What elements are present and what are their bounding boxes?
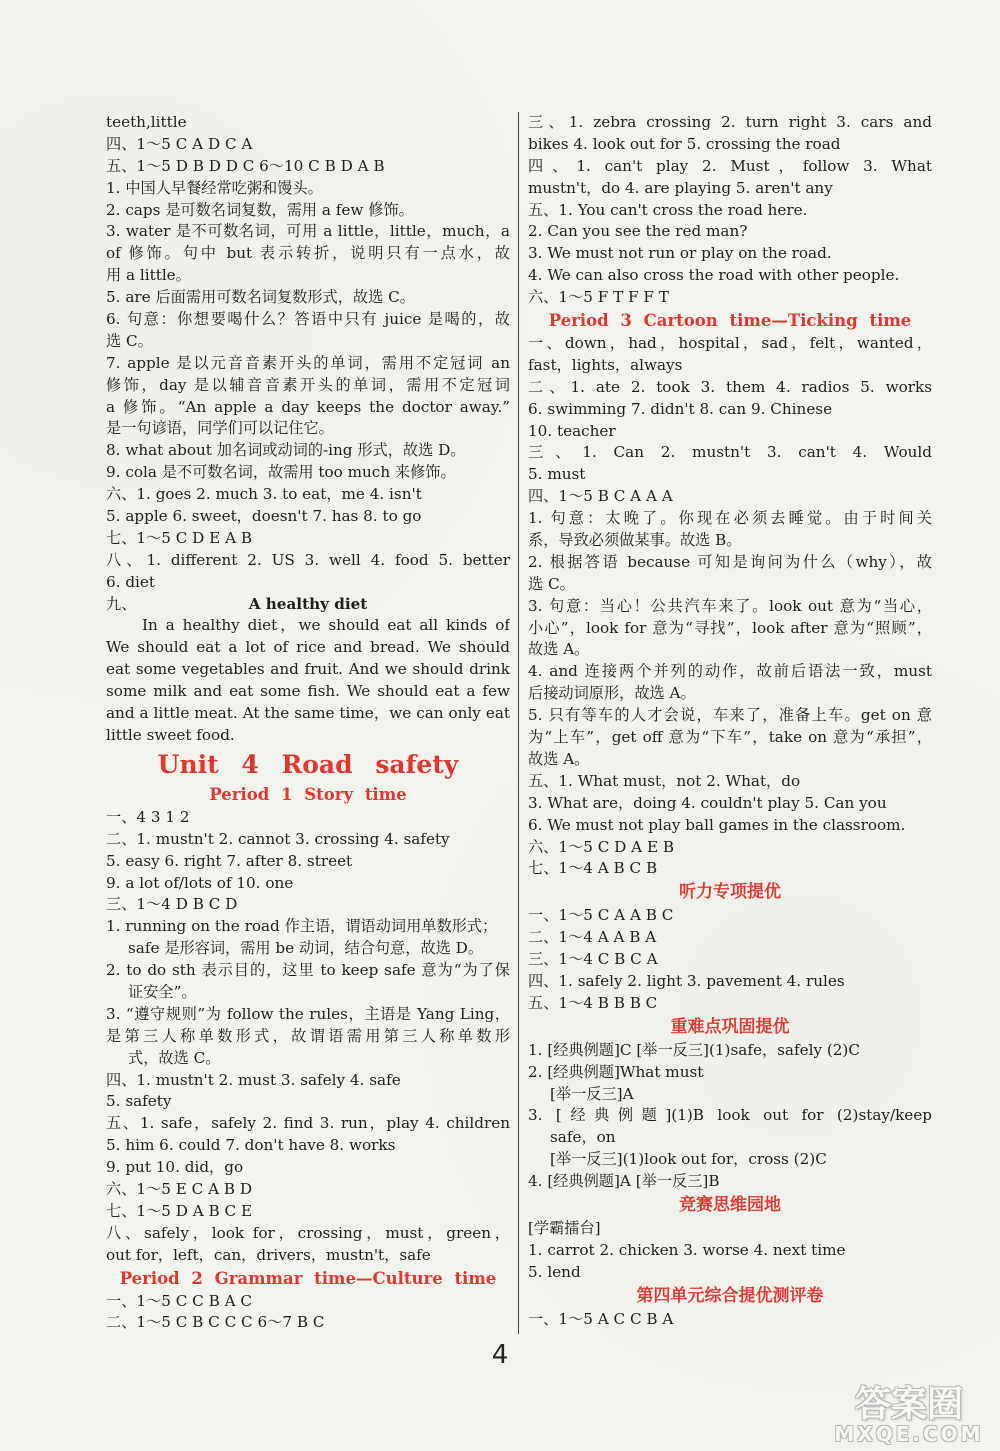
answer-line: 5. 只有等车的人才会说，车来了，准备上车。get on 意 <box>528 706 932 725</box>
answer-line: 7. apple 是以元音音素开头的单词，需用不定冠词 an <box>106 353 510 372</box>
answer-line: 三、1. zebra crossing 2. turn right 3. cars and <box>528 113 932 131</box>
answer-line: 5. must <box>528 465 586 484</box>
answer-line: 七、1～4 A B C B <box>528 859 658 878</box>
answer-line: 一、1～5 C A A B C <box>528 906 674 925</box>
watermark-logo <box>824 1378 994 1448</box>
answer-line: safe，on <box>550 1128 616 1147</box>
answer-line: 二、1～4 A A B A <box>528 928 657 947</box>
answer-line: 9. put 10. did，go <box>106 1158 244 1177</box>
answer-line: 6. diet <box>106 572 155 591</box>
answer-line: 2. 根据答语 because 可知是询问为什么（why），故 <box>528 552 932 571</box>
answer-line: 二、1. ate 2. took 3. them 4. radios 5. works <box>528 377 932 396</box>
answer-line: 5. him 6. could 7. don't have 8. works <box>106 1136 396 1155</box>
answer-line: 3. 句意：当心！公共汽车来了。look out 意为“当心， <box>528 596 932 615</box>
answer-line: 6. swimming 7. didn't 8. can 9. Chinese <box>528 399 833 418</box>
answer-line: 3. “遵守规则”为 follow the rules，主语是 Yang Ling， <box>106 1004 510 1023</box>
answer-line: 为“上车”，get off 意为“下车”，take on 意为“承担”， <box>528 728 932 747</box>
answer-line: 1. 中国人早餐经常吃粥和馒头。 <box>106 178 323 197</box>
question-nine-line: 九、 A healthy diet <box>106 594 510 616</box>
column-divider <box>518 112 519 1334</box>
section-heading: 竞赛思维园地 <box>679 1194 781 1215</box>
answer-line: 六、1～5 F T F F T <box>528 288 669 307</box>
answer-line: 修饰，day 是以辅音音素开头的单词，需用不定冠词 <box>106 375 510 394</box>
answer-line: 六、1. goes 2. much 3. to eat，me 4. isn't <box>106 485 422 504</box>
answer-line: 8. what about 加名词或动词的-ing 形式，故选 D。 <box>106 441 466 460</box>
answer-line: 三、1～4 C B C A <box>528 950 658 969</box>
answer-line: 5. safety <box>106 1092 172 1111</box>
answer-line: 2. [经典例题]What must <box>528 1062 704 1081</box>
answer-line: 是第三人称单数形式，故谓语需用第三人称单数形 <box>106 1026 510 1045</box>
answer-line: 6. We must not play ball games in the classroom. <box>528 815 906 834</box>
answer-line: 六、1～5 E C A B D <box>106 1179 253 1198</box>
answer-line: safe 是形容词，需用 be 动词，结合句意，故选 D。 <box>128 939 484 958</box>
answer-line: [举一反三](1)look out for，cross (2)C <box>550 1150 827 1169</box>
answer-line: 二、1. mustn't 2. cannot 3. crossing 4. safety <box>106 829 450 848</box>
answer-line: 4. We can also cross the road with other people. <box>528 266 900 285</box>
answer-line: bikes 4. look out for 5. crossing the road <box>528 134 841 153</box>
answer-line: 七、1～5 C D E A B <box>106 528 253 547</box>
answer-line: teeth,little <box>106 113 187 131</box>
answer-line: 一、4 3 1 2 <box>106 807 190 826</box>
answer-line: 五、1. What must，not 2. What，do <box>528 771 801 790</box>
answer-line: 故选 A。 <box>528 749 590 768</box>
answer-line: 5. lend <box>528 1262 581 1281</box>
answer-line: 五、1. You can't cross the road here. <box>528 200 808 219</box>
answer-line: eat some vegetables and fruit. And we should drink <box>106 660 510 679</box>
answer-line: fast，lights，always <box>528 355 683 374</box>
period-heading: Period 2 Grammar time—Culture time <box>119 1268 497 1288</box>
answer-line: out for，left，can，drivers，mustn't，safe <box>106 1245 431 1264</box>
answer-line: We should eat a lot of rice and bread. We should <box>106 638 510 657</box>
answer-line: 选 C。 <box>528 574 575 593</box>
answer-line: 三、1. Can 2. mustn't 3. can't 4. Would <box>528 443 932 462</box>
unit-title: Unit 4 Road safety <box>157 749 459 779</box>
answer-line: 六、1～5 C D A E B <box>528 837 675 856</box>
answer-line: 八、safely，look for，crossing，must，green， <box>106 1223 510 1242</box>
essay-title: A healthy diet <box>248 594 368 613</box>
answer-line: a 修饰。“An apple a day keeps the doctor away.” <box>106 397 510 416</box>
right-column <box>528 112 932 1331</box>
answer-line: 选 C。 <box>106 331 153 350</box>
answer-line: 四、1. can't play 2. Must，follow 3. What <box>528 156 932 175</box>
answer-line: and a little meat. At the same time，we can only eat <box>106 704 510 723</box>
answer-line: 3. water 是不可数名词，可用 a little，little，much，a <box>106 222 510 241</box>
answer-line: 3. What are，doing 4. couldn't play 5. Can you <box>528 793 887 812</box>
section-heading: 重难点巩固提优 <box>670 1016 790 1037</box>
answer-line: 9. a lot of/lots of 10. one <box>106 873 294 892</box>
answer-line: 3. We must not run or play on the road. <box>528 244 832 263</box>
answer-line: 五、1. safe，safely 2. find 3. run，play 4. children <box>106 1114 510 1133</box>
answer-line: 4. and 连接两个并列的动作，故前后语法一致，must <box>528 662 932 681</box>
answer-line: 9. cola 是不可数名词，故需用 too much 来修饰。 <box>106 463 456 482</box>
watermark-main-text: 答案圈 <box>854 1383 963 1425</box>
answer-line: 七、1～5 D A B C E <box>106 1201 253 1220</box>
period-heading: Period 3 Cartoon time—Ticking time <box>548 311 912 331</box>
section-heading: 第四单元综合提优测评卷 <box>636 1285 824 1306</box>
answer-line: 是一句谚语，同学们可以记住它。 <box>106 419 334 438</box>
page-number: 4 <box>491 1340 509 1370</box>
answer-line: 用 a little。 <box>106 266 191 285</box>
answer-line: 10. teacher <box>528 421 616 440</box>
section-heading: 听力专项提优 <box>679 882 781 903</box>
answer-line: 6. 句意：你想要喝什么？答语中只有 juice 是喝的，故 <box>106 310 510 329</box>
answer-line: 五、1～4 B B B C <box>528 993 658 1012</box>
answer-line: 2. Can you see the red man? <box>528 222 748 241</box>
answer-line: 1. [经典例题]C [举一反三](1)safe，safely (2)C <box>528 1040 860 1059</box>
answer-line: 八、1. different 2. US 3. well 4. food 5. better <box>106 550 510 569</box>
answer-line: 1. 句意：太晚了。你现在必须去睡觉。由于时间关 <box>528 509 932 528</box>
answer-line: 四、1～5 C A D C A <box>106 134 253 153</box>
answer-line: 3. [经典例题](1)B look out for (2)stay/keep <box>528 1106 932 1125</box>
essay-line: In a healthy diet，we should eat all kinds of <box>142 616 510 635</box>
answer-line: 1. running on the road 作主语，谓语动词用单数形式； <box>106 917 498 936</box>
answer-line: 五、1～5 D B D D C 6～10 C B D A B <box>106 156 385 175</box>
answer-line: 证安全”。 <box>128 982 197 1001</box>
answer-line: 四、1. safely 2. light 3. pavement 4. rules <box>528 971 845 990</box>
answer-line: little sweet food. <box>106 725 235 744</box>
answer-line: 四、1. mustn't 2. must 3. safely 4. safe <box>106 1070 401 1089</box>
answer-line: 5. easy 6. right 7. after 8. street <box>106 851 353 870</box>
answer-line: 一、1～5 C C B A C <box>106 1291 253 1310</box>
answer-line: mustn't，do 4. are playing 5. aren't any <box>528 178 833 197</box>
answer-line: some milk and eat some fish. We should eat a few <box>106 682 510 701</box>
answer-line: 三、1～4 D B C D <box>106 895 238 914</box>
answer-line: of 修饰。句中 but 表示转折，说明只有一点水，故 <box>106 244 510 263</box>
answer-line: 4. [经典例题]A [举一反三]B <box>528 1172 720 1191</box>
period-heading: Period 1 Story time <box>209 784 407 804</box>
answer-line: 5. apple 6. sweet，doesn't 7. has 8. to go <box>106 507 422 526</box>
answer-line: 2. to do sth 表示目的，这里 to keep safe 意为“为了保 <box>106 961 510 980</box>
answer-line: 小心”，look for 意为“寻找”，look after 意为“照顾”， <box>528 618 932 637</box>
answer-line: 后接动词原形，故选 A。 <box>528 684 696 703</box>
answer-line: 一、1～5 A C C B A <box>528 1309 674 1328</box>
answer-line: 四、1～5 B C A A A <box>528 487 673 506</box>
left-column <box>106 112 510 1334</box>
answer-line: 式，故选 C。 <box>128 1048 221 1067</box>
answer-line: 系，导致必须做某事。故选 B。 <box>528 531 742 550</box>
answer-line: [举一反三]A <box>550 1084 634 1103</box>
answer-line: 一、down，had，hospital，sad，felt，wanted， <box>528 334 932 353</box>
watermark-sub-text: MXQE.COM <box>834 1422 984 1446</box>
answer-line: 1. carrot 2. chicken 3. worse 4. next time <box>528 1240 846 1259</box>
answer-line: 二、1～5 C B C C C 6～7 B C <box>106 1313 325 1332</box>
answer-line: 5. are 后面需用可数名词复数形式，故选 C。 <box>106 288 415 307</box>
answer-line: 2. caps 是可数名词复数，需用 a few 修饰。 <box>106 200 414 219</box>
answer-line: [学霸擂台] <box>528 1218 601 1237</box>
answer-line: 故选 A。 <box>528 640 590 659</box>
